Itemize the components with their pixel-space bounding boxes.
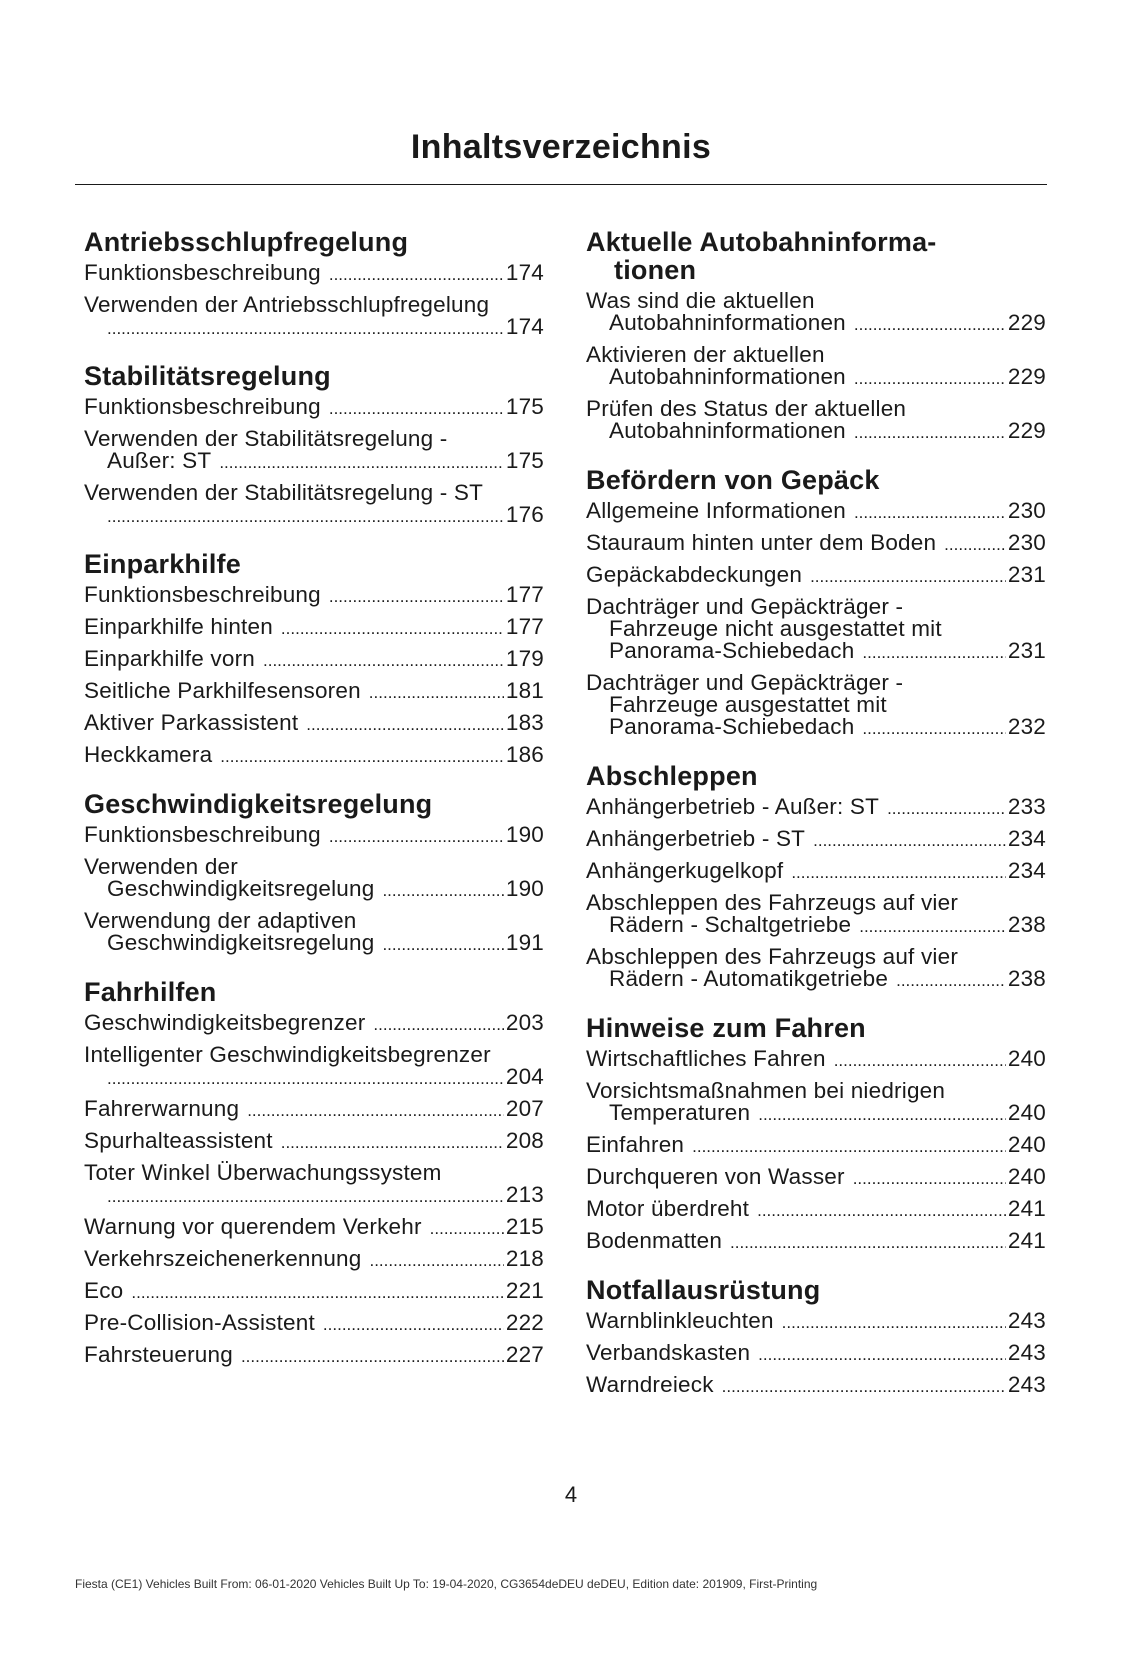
toc-entry-dachtraeger-und-gepaecktraeger-fahrzeuge-nicht-ausgestattet-mit-panorama-schiebedach[interactable]	[586, 596, 1046, 664]
toc-page-number: 177	[505, 582, 544, 607]
section-heading	[84, 228, 544, 256]
toc-page-number: 191	[505, 930, 544, 955]
section-heading-line: Geschwindigkeitsregelung	[84, 789, 433, 819]
section-heading-line: Befördern von Gepäck	[586, 465, 880, 495]
toc-entry-text: Intelligenter Geschwindigkeitsbegrenzer	[84, 1042, 491, 1067]
toc-page-number: 190	[505, 822, 544, 847]
toc-page-number: 229	[1007, 364, 1046, 389]
toc-section-hinweise-zum-fahren	[586, 1014, 1046, 1254]
toc-entry-line	[84, 262, 544, 286]
dot-leader	[329, 398, 504, 420]
toc-entry-text: Warndreieck	[586, 1372, 714, 1397]
toc-entry-line	[586, 564, 1046, 588]
toc-page-number: 243	[1007, 1308, 1046, 1333]
toc-page-number: 229	[1007, 310, 1046, 335]
toc-page-number: 222	[505, 1310, 544, 1335]
toc-entry-text: Autobahninformationen	[609, 364, 846, 389]
toc-entry-verwendung-der-adaptiven-geschwindigkeitsregelung[interactable]	[84, 910, 544, 956]
section-heading	[586, 1276, 1046, 1304]
toc-entry-spurhalteassistent[interactable]	[84, 1130, 544, 1154]
toc-page-number: 231	[1007, 638, 1046, 663]
dot-leader	[107, 1068, 504, 1090]
toc-page-number: 240	[1007, 1046, 1046, 1071]
toc-entry-line	[84, 824, 544, 848]
toc-page-number: 240	[1007, 1164, 1046, 1189]
dot-leader	[219, 452, 504, 474]
toc-entry-line	[84, 878, 544, 902]
toc-entry-text: Heckkamera	[84, 742, 213, 767]
toc-entry-gepaeckabdeckungen[interactable]	[586, 564, 1046, 588]
toc-entry-line	[84, 744, 544, 768]
toc-entry-text: Anhängerkugelkopf	[586, 858, 784, 883]
toc-entry-anhaengerkugelkopf[interactable]	[586, 860, 1046, 884]
dot-leader	[782, 1312, 1006, 1334]
toc-entry-line	[586, 1134, 1046, 1158]
dot-leader	[758, 1344, 1006, 1366]
section-heading-line: Fahrhilfen	[84, 977, 217, 1007]
toc-page-number: 227	[505, 1342, 544, 1367]
toc-page-number: 183	[505, 710, 544, 735]
toc-entry-line	[586, 1166, 1046, 1190]
toc-entry-line	[586, 968, 1046, 992]
toc-section-antriebsschlupfregelung	[84, 228, 544, 340]
toc-entry-line	[84, 396, 544, 420]
toc-page-number: 176	[505, 502, 544, 527]
title-divider	[75, 184, 1047, 185]
toc-page-number: 238	[1007, 966, 1046, 991]
toc-entry-dachtraeger-und-gepaecktraeger-fahrzeuge-ausgestattet-mit-panorama-schiebedach[interactable]	[586, 672, 1046, 740]
toc-entry-line	[84, 1098, 544, 1122]
toc-entry-text: Eco	[84, 1278, 124, 1303]
toc-page-number: 218	[505, 1246, 544, 1271]
toc-entry-text: Autobahninformationen	[609, 310, 846, 335]
toc-left-column	[84, 228, 544, 1390]
section-heading	[84, 362, 544, 390]
toc-entry-text: Dachträger und Gepäckträger -	[586, 670, 904, 695]
toc-entry-text: Verbandskasten	[586, 1340, 751, 1365]
toc-section-fahrhilfen	[84, 978, 544, 1368]
page-title: Inhaltsverzeichnis	[410, 128, 712, 166]
dot-leader	[944, 534, 1006, 556]
toc-page-number: 215	[505, 1214, 544, 1239]
toc-page-number: 207	[505, 1096, 544, 1121]
toc-page-number: 174	[505, 260, 544, 285]
toc-entry-line	[84, 932, 544, 956]
footer-edition-info: Fiesta (CE1) Vehicles Built From: 06-01-2020 Vehicles Built Up To: 19-04-2020, CG3654deDEU deDEU, Edition date: 201909, First-Printing	[75, 1577, 818, 1591]
toc-entry-text: Fahrzeuge ausgestattet mit	[609, 692, 887, 717]
toc-page-number: 174	[505, 314, 544, 339]
toc-entry-text: Fahrsteuerung	[84, 1342, 233, 1367]
toc-entry-line	[586, 1230, 1046, 1254]
toc-entry-text: Funktionsbeschreibung	[84, 582, 321, 607]
toc-page-number: 203	[505, 1010, 544, 1035]
toc-entry-line	[84, 316, 544, 340]
section-heading	[586, 762, 1046, 790]
dot-leader	[107, 1186, 504, 1208]
toc-entry-line	[84, 1066, 544, 1090]
toc-entry-text: Funktionsbeschreibung	[84, 260, 321, 285]
toc-entry-text: Warnung vor querendem Verkehr	[84, 1214, 422, 1239]
toc-entry-fahrerwarnung[interactable]	[84, 1098, 544, 1122]
toc-entry-text: Anhängerbetrieb - Außer: ST	[586, 794, 880, 819]
toc-page-number: 234	[1007, 858, 1046, 883]
toc-entry-line	[586, 796, 1046, 820]
section-heading	[586, 1014, 1046, 1042]
section-heading	[84, 550, 544, 578]
toc-section-geschwindigkeitsregelung	[84, 790, 544, 956]
toc-entry-text: Panorama-Schiebedach	[609, 714, 855, 739]
toc-entry-text: Temperaturen	[609, 1100, 751, 1125]
section-heading-line: tionen	[614, 255, 697, 285]
toc-entry-text: Verwenden der Antriebsschlupfregelung	[84, 292, 490, 317]
toc-entry-line	[84, 1312, 544, 1336]
toc-section-abschleppen	[586, 762, 1046, 992]
toc-entry-line	[84, 450, 544, 474]
page-number: 4	[564, 1482, 578, 1507]
toc-entry-text: Bodenmatten	[586, 1228, 723, 1253]
toc-entry-abschleppen-des-fahrzeugs-auf-vier-raedern-schaltgetriebe[interactable]	[586, 892, 1046, 938]
toc-entry-text: Rädern - Schaltgetriebe	[609, 912, 852, 937]
section-heading-line: Aktuelle Autobahninforma-	[586, 227, 937, 257]
section-heading-line: Abschleppen	[586, 761, 758, 791]
toc-entry-text: Verwenden der	[84, 854, 238, 879]
toc-page-number: 240	[1007, 1100, 1046, 1125]
dot-leader	[430, 1218, 504, 1240]
dot-leader	[107, 506, 504, 528]
toc-entry-text: Verwenden der Stabilitätsregelung -	[84, 426, 448, 451]
toc-entry-anhaengerbetrieb-ausser-st[interactable]	[586, 796, 1046, 820]
toc-entry-line	[84, 680, 544, 704]
dot-leader	[369, 1250, 503, 1272]
toc-entry-text: Stauraum hinten unter dem Boden	[586, 530, 937, 555]
dot-leader	[854, 422, 1006, 444]
toc-entry-line	[84, 1344, 544, 1368]
toc-entry-line	[586, 312, 1046, 336]
toc-entry-line	[586, 828, 1046, 852]
toc-entry-line	[586, 914, 1046, 938]
toc-entry-line	[84, 616, 544, 640]
dot-leader	[382, 934, 503, 956]
toc-page-number: 204	[505, 1064, 544, 1089]
toc-entry-text: Allgemeine Informationen	[586, 498, 846, 523]
section-heading-line: Hinweise zum Fahren	[586, 1013, 866, 1043]
toc-entry-text: Gepäckabdeckungen	[586, 562, 803, 587]
toc-entry-abschleppen-des-fahrzeugs-auf-vier-raedern-automatikgetriebe[interactable]	[586, 946, 1046, 992]
toc-entry-text: Was sind die aktuellen	[586, 288, 815, 313]
toc-entry-line	[586, 860, 1046, 884]
toc-page-number: 233	[1007, 794, 1046, 819]
toc-entry-text: Durchqueren von Wasser	[586, 1164, 845, 1189]
dot-leader	[722, 1376, 1006, 1398]
toc-entry-line	[84, 1012, 544, 1036]
toc-entry-line	[84, 1216, 544, 1240]
toc-entry-verkehrszeichenerkennung[interactable]	[84, 1248, 544, 1272]
dot-leader	[329, 586, 504, 608]
toc-entry-aktiver-parkassistent[interactable]	[84, 712, 544, 736]
toc-entry-text: Dachträger und Gepäckträger -	[586, 594, 904, 619]
toc-entry-verwenden-der-geschwindigkeitsregelung[interactable]	[84, 856, 544, 902]
toc-entry-warnblinkleuchten[interactable]	[586, 1310, 1046, 1334]
toc-entry-text: Pre-Collision-Assistent	[84, 1310, 315, 1335]
toc-entry-line	[84, 584, 544, 608]
toc-entry-fahrsteuerung[interactable]	[84, 1344, 544, 1368]
toc-entry-text: Aktiver Parkassistent	[84, 710, 299, 735]
dot-leader	[247, 1100, 504, 1122]
toc-entry-text: Warnblinkleuchten	[586, 1308, 774, 1333]
toc-entry-line	[586, 500, 1046, 524]
dot-leader	[810, 566, 1006, 588]
toc-entry-line	[586, 1102, 1046, 1126]
toc-entry-stauraum-hinten-unter-dem-boden[interactable]	[586, 532, 1046, 556]
toc-section-notfallausruestung	[586, 1276, 1046, 1398]
toc-entry-line	[586, 716, 1046, 740]
toc-entry-text: Geschwindigkeitsbegrenzer	[84, 1010, 366, 1035]
toc-entry-line	[84, 504, 544, 528]
dot-leader	[306, 714, 504, 736]
toc-entry-funktionsbeschreibung[interactable]	[84, 396, 544, 420]
toc-entry-text: Toter Winkel Überwachungssystem	[84, 1160, 442, 1185]
dot-leader	[757, 1200, 1006, 1222]
toc-section-einparkhilfe	[84, 550, 544, 768]
toc-entry-text: Abschleppen des Fahrzeugs auf vier	[586, 944, 959, 969]
toc-entry-line	[84, 1184, 544, 1208]
toc-entry-verwenden-der-stabilitaetsregelung-ausser-st[interactable]	[84, 428, 544, 474]
toc-entry-text: Fahrzeuge nicht ausgestattet mit	[609, 616, 942, 641]
dot-leader	[896, 970, 1006, 992]
toc-entry-text: Vorsichtsmaßnahmen bei niedrigen	[586, 1078, 946, 1103]
dot-leader	[281, 1132, 504, 1154]
toc-entry-text: Außer: ST	[107, 448, 212, 473]
toc-entry-line	[84, 1248, 544, 1272]
dot-leader	[369, 682, 504, 704]
dot-leader	[382, 880, 503, 902]
toc-page-number: 232	[1007, 714, 1046, 739]
toc-page-number: 231	[1007, 562, 1046, 587]
dot-leader	[791, 862, 1006, 884]
toc-entry-line	[84, 1280, 544, 1304]
dot-leader	[329, 264, 504, 286]
toc-entry-text: Panorama-Schiebedach	[609, 638, 855, 663]
section-heading-line: Notfallausrüstung	[586, 1275, 821, 1305]
toc-entry-text: Funktionsbeschreibung	[84, 822, 321, 847]
dot-leader	[281, 618, 504, 640]
toc-entry-intelligenter-geschwindigkeitsbegrenzer[interactable]	[84, 1044, 544, 1090]
toc-page-number: 221	[505, 1278, 544, 1303]
toc-entry-line	[586, 532, 1046, 556]
section-heading	[586, 466, 1046, 494]
toc-entry-text: Verkehrszeichenerkennung	[84, 1246, 362, 1271]
section-heading-line: Einparkhilfe	[84, 549, 241, 579]
dot-leader	[854, 502, 1006, 524]
toc-page-number: 186	[505, 742, 544, 767]
toc-entry-line	[84, 648, 544, 672]
dot-leader	[220, 746, 504, 768]
toc-entry-line	[586, 640, 1046, 664]
toc-entry-funktionsbeschreibung[interactable]	[84, 584, 544, 608]
toc-page-number: 230	[1007, 498, 1046, 523]
toc-entry-funktionsbeschreibung[interactable]	[84, 824, 544, 848]
dot-leader	[730, 1232, 1006, 1254]
section-heading	[586, 228, 1046, 284]
dot-leader	[323, 1314, 504, 1336]
toc-entry-einparkhilfe-hinten[interactable]	[84, 616, 544, 640]
toc-entry-was-sind-die-aktuellen-autobahninformationen[interactable]	[586, 290, 1046, 336]
toc-entry-text: Geschwindigkeitsregelung	[107, 876, 375, 901]
toc-entry-toter-winkel-ueberwachungssystem[interactable]	[84, 1162, 544, 1208]
dot-leader	[263, 650, 504, 672]
toc-entry-geschwindigkeitsbegrenzer[interactable]	[84, 1012, 544, 1036]
dot-leader	[373, 1014, 503, 1036]
toc-section-aktuelle-autobahninforma-tionen	[586, 228, 1046, 444]
toc-page-number: 181	[505, 678, 544, 703]
toc-entry-text: Autobahninformationen	[609, 418, 846, 443]
dot-leader	[853, 1168, 1006, 1190]
toc-entry-line	[586, 366, 1046, 390]
toc-entry-allgemeine-informationen[interactable]	[586, 500, 1046, 524]
toc-page-number: 241	[1007, 1196, 1046, 1221]
dot-leader	[854, 368, 1006, 390]
toc-page-number: 238	[1007, 912, 1046, 937]
dot-leader	[241, 1346, 504, 1368]
toc-page-number: 243	[1007, 1372, 1046, 1397]
toc-entry-einfahren[interactable]	[586, 1134, 1046, 1158]
toc-page-number: 190	[505, 876, 544, 901]
toc-entry-text: Funktionsbeschreibung	[84, 394, 321, 419]
toc-entry-verwenden-der-antriebsschlupfregelung[interactable]	[84, 294, 544, 340]
section-heading-line: Antriebsschlupfregelung	[84, 227, 409, 257]
toc-section-stabilitaetsregelung	[84, 362, 544, 528]
toc-entry-wirtschaftliches-fahren[interactable]	[586, 1048, 1046, 1072]
toc-entry-motor-ueberdreht[interactable]	[586, 1198, 1046, 1222]
dot-leader	[862, 718, 1005, 740]
toc-right-column	[586, 228, 1046, 1420]
toc-page-number: 213	[505, 1182, 544, 1207]
toc-page-number: 240	[1007, 1132, 1046, 1157]
toc-entry-funktionsbeschreibung[interactable]	[84, 262, 544, 286]
toc-entry-aktivieren-der-aktuellen-autobahninformationen[interactable]	[586, 344, 1046, 390]
dot-leader	[834, 1050, 1006, 1072]
toc-page-number: 234	[1007, 826, 1046, 851]
toc-entry-text: Aktivieren der aktuellen	[586, 342, 825, 367]
toc-section-befoerdern-von-gepaeck	[586, 466, 1046, 740]
toc-entry-vorsichtsmassnahmen-bei-niedrigen-temperaturen[interactable]	[586, 1080, 1046, 1126]
toc-entry-line	[586, 1198, 1046, 1222]
section-heading	[84, 978, 544, 1006]
toc-entry-einparkhilfe-vorn[interactable]	[84, 648, 544, 672]
toc-page-number: 179	[505, 646, 544, 671]
dot-leader	[813, 830, 1006, 852]
toc-entry-text: Abschleppen des Fahrzeugs auf vier	[586, 890, 959, 915]
toc-entry-verwenden-der-stabilitaetsregelung-st[interactable]	[84, 482, 544, 528]
toc-page-number: 177	[505, 614, 544, 639]
toc-page-number: 175	[505, 448, 544, 473]
toc-page-number: 229	[1007, 418, 1046, 443]
dot-leader	[862, 642, 1005, 664]
toc-entry-line	[586, 1374, 1046, 1398]
toc-page-number: 230	[1007, 530, 1046, 555]
toc-entry-text: Anhängerbetrieb - ST	[586, 826, 806, 851]
toc-entry-text: Wirtschaftliches Fahren	[586, 1046, 826, 1071]
toc-entry-line	[84, 712, 544, 736]
dot-leader	[107, 318, 504, 340]
toc-entry-pre-collision-assistent[interactable]	[84, 1312, 544, 1336]
toc-entry-line	[586, 1342, 1046, 1366]
toc-entry-text: Fahrerwarnung	[84, 1096, 240, 1121]
dot-leader	[854, 314, 1006, 336]
toc-entry-durchqueren-von-wasser[interactable]	[586, 1166, 1046, 1190]
toc-entry-text: Einparkhilfe hinten	[84, 614, 273, 639]
toc-entry-line	[586, 1048, 1046, 1072]
toc-entry-warnung-vor-querendem-verkehr[interactable]	[84, 1216, 544, 1240]
toc-entry-text: Verwendung der adaptiven	[84, 908, 357, 933]
toc-entry-bodenmatten[interactable]	[586, 1230, 1046, 1254]
toc-entry-text: Geschwindigkeitsregelung	[107, 930, 375, 955]
toc-page-number: 175	[505, 394, 544, 419]
toc-entry-seitliche-parkhilfesensoren[interactable]	[84, 680, 544, 704]
toc-entry-line	[586, 420, 1046, 444]
toc-entry-warndreieck[interactable]	[586, 1374, 1046, 1398]
toc-entry-text: Einfahren	[586, 1132, 685, 1157]
section-heading-line: Stabilitätsregelung	[84, 361, 331, 391]
toc-entry-line	[586, 1310, 1046, 1334]
dot-leader	[859, 916, 1006, 938]
toc-entry-pruefen-des-status-der-aktuellen-autobahninformationen[interactable]	[586, 398, 1046, 444]
toc-entry-heckkamera[interactable]	[84, 744, 544, 768]
toc-entry-text: Spurhalteassistent	[84, 1128, 273, 1153]
toc-entry-text: Motor überdreht	[586, 1196, 750, 1221]
toc-page-number: 243	[1007, 1340, 1046, 1365]
toc-entry-verbandskasten[interactable]	[586, 1342, 1046, 1366]
toc-entry-text: Verwenden der Stabilitätsregelung - ST	[84, 480, 484, 505]
dot-leader	[131, 1282, 503, 1304]
toc-entry-text: Rädern - Automatikgetriebe	[609, 966, 889, 991]
toc-page-number: 241	[1007, 1228, 1046, 1253]
dot-leader	[692, 1136, 1006, 1158]
dot-leader	[758, 1104, 1006, 1126]
toc-page-number: 208	[505, 1128, 544, 1153]
toc-entry-text: Prüfen des Status der aktuellen	[586, 396, 907, 421]
section-heading	[84, 790, 544, 818]
toc-entry-eco[interactable]	[84, 1280, 544, 1304]
dot-leader	[887, 798, 1006, 820]
toc-entry-text: Seitliche Parkhilfesensoren	[84, 678, 361, 703]
toc-entry-line	[84, 1130, 544, 1154]
toc-entry-text: Einparkhilfe vorn	[84, 646, 255, 671]
dot-leader	[329, 826, 504, 848]
toc-entry-anhaengerbetrieb-st[interactable]	[586, 828, 1046, 852]
